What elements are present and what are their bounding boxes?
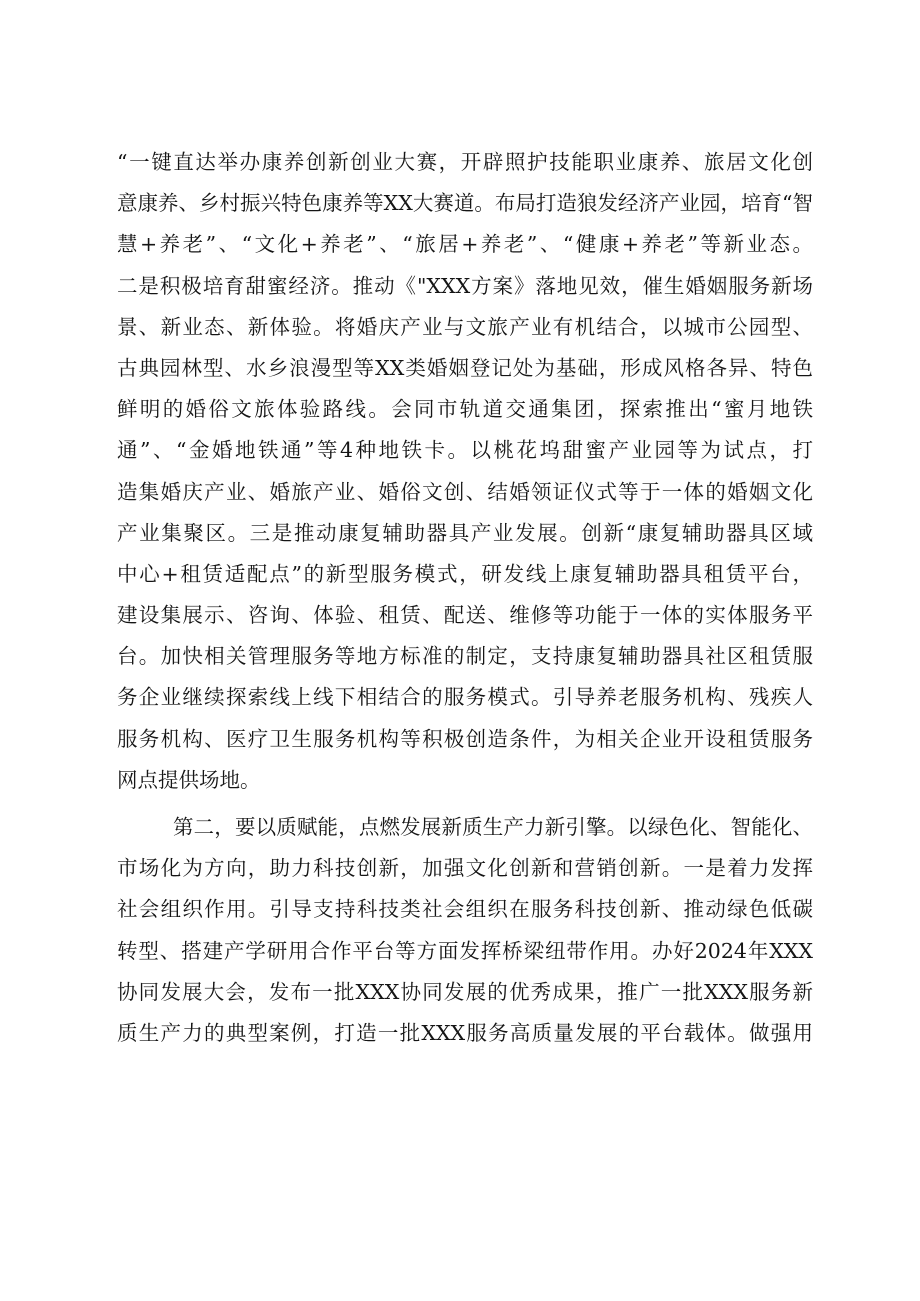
text-line: 景、新业态、新体验。将婚庆产业与文旅产业有机结合，以城市公园型、 (117, 314, 813, 339)
text-line: 网点提供场地。 (117, 767, 261, 792)
text-line: 第二，要以质赋能，点燃发展新质生产力新引擎。以绿色化、智能化、 (173, 815, 813, 839)
text-line: 二是积极培育甜蜜经济。推动《"XXX方案》落地见效，催生婚姻服务新场 (117, 273, 813, 298)
paragraph-2 (117, 807, 813, 1054)
text-line: 慧+养老”、“文化+养老”、“旅居+养老”、“健康+养老”等新业态。 (117, 232, 813, 257)
text-line: “一键直达举办康养创新创业大赛，开辟照护技能职业康养、旅居文化创 (117, 150, 813, 174)
body-text (117, 142, 813, 1054)
text-line: 务企业继续探索线上线下相结合的服务模式。引导养老服务机构、残疾人 (117, 685, 813, 710)
text-line: 社会组织作用。引导支持科技类社会组织在服务科技创新、推动绿色低碳 (117, 897, 813, 922)
text-line: 造集婚庆产业、婚旅产业、婚俗文创、结婚领证仪式等于一体的婚姻文化 (117, 479, 813, 504)
text-line: 协同发展大会，发布一批XXX协同发展的优秀成果，推广一批XXX服务新 (117, 979, 813, 1004)
text-line: 中心+租赁适配点”的新型服务模式，研发线上康复辅助器具租赁平台， (117, 561, 813, 586)
text-line: 产业集聚区。三是推动康复辅助器具产业发展。创新“康复辅助器具区域 (117, 520, 813, 545)
text-line: 通”、“金婚地铁通”等4种地铁卡。以桃花坞甜蜜产业园等为试点，打 (117, 438, 813, 463)
text-line: 质生产力的典型案例，打造一批XXX服务高质量发展的平台载体。做强用 (117, 1020, 813, 1045)
text-line: 服务机构、医疗卫生服务机构等积极创造条件，为相关企业开设租赁服务 (117, 726, 813, 751)
text-line: 台。加快相关管理服务等地方标准的制定，支持康复辅助器具社区租赁服 (117, 644, 813, 669)
text-line: 意康养、乡村振兴特色康养等XX大赛道。布局打造狼发经济产业园，培育“智 (117, 191, 813, 216)
text-line: 建设集展示、咨询、体验、租赁、配送、维修等功能于一体的实体服务平 (117, 603, 813, 628)
text-line: 鲜明的婚俗文旅体验路线。会同市轨道交通集团，探索推出“蜜月地铁 (117, 397, 813, 422)
text-line: 市场化为方向，助力科技创新，加强文化创新和营销创新。一是着力发挥 (117, 856, 813, 881)
text-line: 古典园林型、水乡浪漫型等XX类婚姻登记处为基础，形成风格各异、特色 (117, 355, 813, 380)
paragraph-1 (117, 142, 813, 801)
text-line: 转型、搭建产学研用合作平台等方面发挥桥梁纽带作用。办好2024年XXX (117, 938, 813, 963)
